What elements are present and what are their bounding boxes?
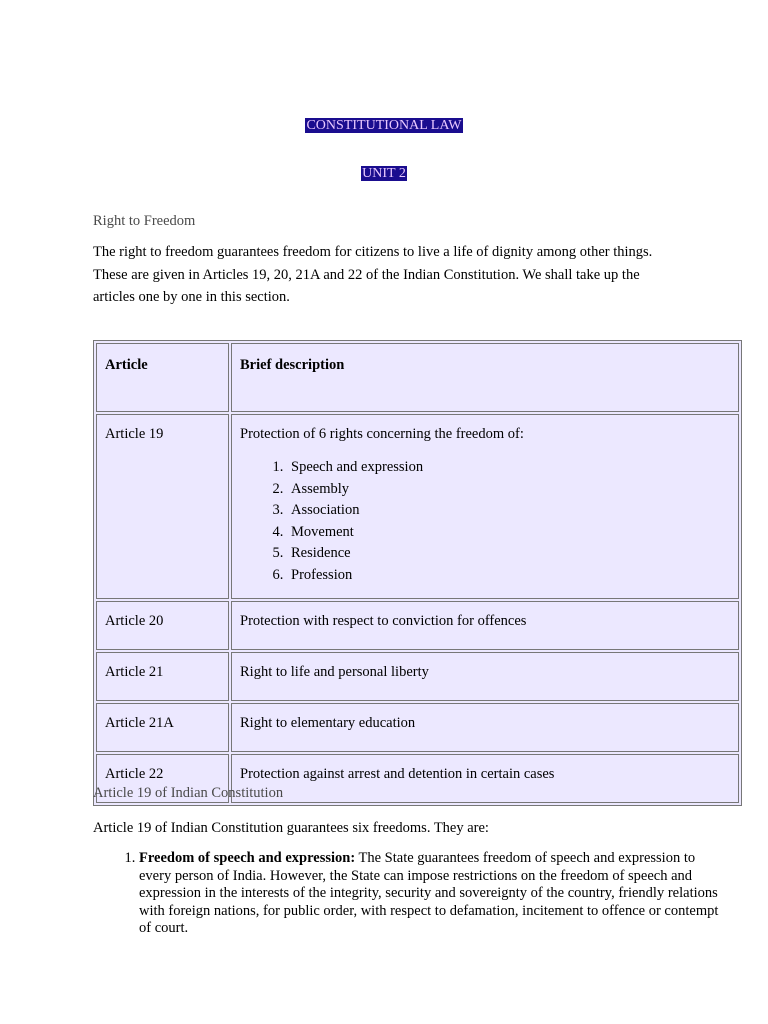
document-title-text: CONSTITUTIONAL LAW <box>306 118 462 133</box>
articles-table <box>93 340 742 806</box>
list-item: 6. Profession <box>287 565 730 587</box>
article-cell: Article 20 <box>96 601 229 650</box>
freedom-text: The State guarantees freedom of speech and expression to every person of India. However, the State can impose restrictions on the freedom of speech and expression in the interests of the integrity, security and sovereignty of the country, friendly relations with foreign nations, for public order, with respect to defamation, incitement to offence or contempt of court. <box>139 850 719 936</box>
description-cell: Protection with respect to conviction for offences <box>231 601 739 650</box>
list-item: 4. Movement <box>287 522 730 544</box>
table-header-row <box>96 343 739 412</box>
article-cell: Article 21A <box>96 703 229 752</box>
description-cell: Right to life and personal liberty <box>231 652 739 701</box>
article-cell: Article 21 <box>96 652 229 701</box>
freedom-title: Freedom of speech and expression: <box>139 850 356 866</box>
freedoms-detail-list <box>93 850 729 938</box>
table-row <box>96 414 739 599</box>
table-row <box>96 652 739 701</box>
article19-intro-paragraph: Article 19 of Indian Constitution guarantees six freedoms. They are: <box>93 820 489 836</box>
list-item: 2. Assembly <box>287 479 730 501</box>
document-title <box>0 118 768 134</box>
description-cell: Right to elementary education <box>231 703 739 752</box>
table-row <box>96 703 739 752</box>
list-item <box>139 850 729 938</box>
section-heading-article-19: Article 19 of Indian Constitution <box>93 785 284 801</box>
article-cell: Article 22 <box>96 754 229 803</box>
description-cell: Protection against arrest and detention in certain cases <box>231 754 739 803</box>
list-item: 1. Speech and expression <box>287 457 730 479</box>
unit-title <box>0 166 768 182</box>
list-item: 5. Residence <box>287 543 730 565</box>
list-item: 3. Association <box>287 500 730 522</box>
header-description: Brief description <box>231 343 739 412</box>
table-row <box>96 601 739 650</box>
article19-description: Protection of 6 rights concerning the freedom of: <box>240 426 524 442</box>
article-cell: Article 19 <box>96 414 229 599</box>
freedoms-list <box>240 457 730 586</box>
description-cell <box>231 414 739 599</box>
intro-paragraph: The right to freedom guarantees freedom for citizens to live a life of dignity among other things. These are given in Articles 19, 20, 21A and 22 of the Indian Constitution. We shall take up the articles one by one in this section. <box>93 244 653 305</box>
header-article: Article <box>96 343 229 412</box>
unit-title-text: UNIT 2 <box>362 166 406 181</box>
section-heading-right-to-freedom: Right to Freedom <box>93 213 196 229</box>
